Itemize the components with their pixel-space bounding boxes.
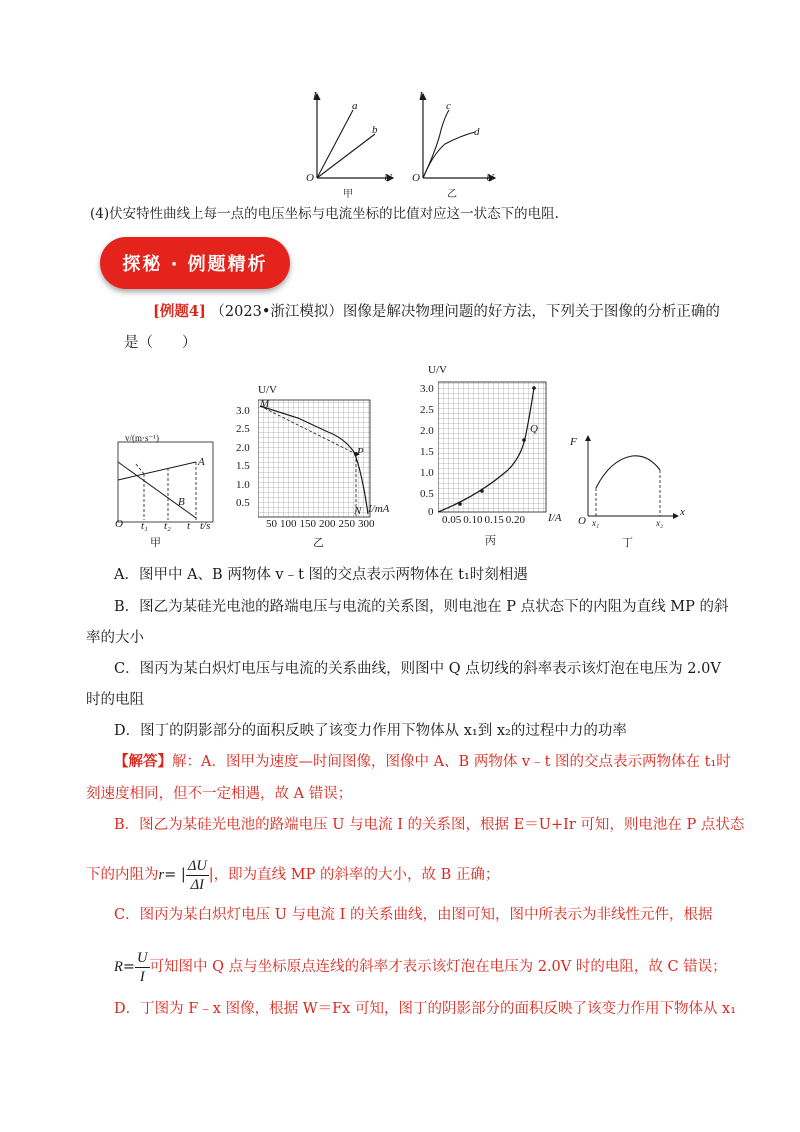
yi-xtick: 150 (299, 518, 316, 530)
caption-bing: 丙 (485, 534, 496, 547)
frac-num-u: U (137, 949, 148, 966)
bing-ytick: 3.0 (420, 383, 434, 395)
yi-ytick: 1.5 (236, 460, 250, 473)
bing-ytick: 1.5 (420, 446, 434, 458)
bing-ytick: 0.5 (420, 488, 434, 500)
example-line1 (153, 302, 720, 322)
answer-b2-post: |，即为直线 MP 的斜率的大小，故 B 正确； (208, 867, 500, 883)
yi-ytick: 3.0 (236, 405, 250, 417)
yi-ytick: 0.5 (236, 497, 250, 510)
yi-ytick: 2.5 (236, 423, 250, 436)
frac-den-i: I (139, 968, 145, 985)
yi-ytick: 2.0 (236, 441, 250, 454)
yi-N: N (354, 505, 362, 517)
option-B-line1: B．图乙为某硅光电池的路端电压与电流的关系图，则电池在 P 点状态下的内阻为直线 MP 的斜 (114, 599, 729, 615)
frac-den: ΔI (190, 876, 204, 893)
bing-ytick: 2.0 (420, 425, 434, 437)
yi-xtick: 50 (266, 518, 277, 530)
answer-line-d1: D．丁图为 F﹣x 图像，根据 W＝Fx 可知，图丁的阴影部分的面积反映了该变力作用下物体从 x₁ (114, 1001, 737, 1017)
answer-a1-text: 解：A．图甲为速度—时间图像，图像中 A、B 两物体 v﹣t 图的交点表示两物体在 t₁时 (172, 754, 731, 770)
answer-line-c1: C．图丙为某白炽灯电压 U 与电流 I 的关系曲线，由图可知，图中所表示为非线性元件，根据 (114, 907, 713, 923)
graph-jia (110, 432, 225, 532)
answer-tag: 【解答】 (114, 753, 172, 770)
label-origin-right: O (412, 172, 420, 184)
example-line2: 是（ ） (124, 335, 197, 351)
label-origin: O (306, 172, 314, 184)
bing-xtick: 0.20 (505, 514, 525, 526)
graph-bing (438, 378, 558, 514)
bing-ylabel: U/V (428, 364, 447, 376)
ding-O: O (578, 515, 586, 527)
answer-b2-eq: = | (164, 867, 186, 883)
answer-b2-r: r (158, 867, 165, 883)
answer-line-a2: 刻速度相同，但不一定相遇，故 A 错误； (86, 786, 353, 802)
caption-yi: 乙 (313, 536, 324, 549)
jia-A: A (198, 456, 205, 468)
answer-line-b1: B．图乙为某硅光电池的路端电压 U 与电流 I 的关系图，根据 E＝U+Ir 可知，则电池在 P 点状态 (114, 817, 745, 833)
bing-ytick: 1.0 (420, 467, 434, 479)
ding-xlabel: x (680, 506, 685, 518)
label-c: c (446, 100, 451, 112)
label-U-right: U (486, 172, 494, 184)
ding-curve (596, 456, 660, 488)
jia-t2: t₂ (164, 520, 171, 532)
yi-xticks (266, 518, 375, 530)
label-d: d (474, 126, 480, 138)
label-b: b (372, 124, 378, 136)
label-I: I (313, 90, 317, 102)
answer-line-a1 (114, 752, 731, 772)
answer-c2-post: 可知图中 Q 点与坐标原点连线的斜率才表示该灯泡在电压为 2.0V 时的电阻，故 C 错误； (149, 959, 727, 975)
caption-ding: 丁 (622, 536, 633, 549)
jia-unit: t/s (200, 520, 211, 532)
answer-c2-R: R (114, 959, 123, 975)
label-U: U (384, 172, 392, 184)
banner-label: 探秘 · 例题精析 (122, 254, 268, 275)
answer-b2-pre: 下的内阻为 (86, 867, 159, 883)
yi-xlabel: I/mA (368, 503, 390, 515)
bing-xticks (442, 514, 525, 526)
yi-P: P (357, 446, 364, 458)
option-B-line2: 率的大小 (86, 630, 144, 646)
jia-t1: t₁ (141, 520, 148, 532)
jia-ylabel: v/(m·s⁻¹) (125, 433, 159, 443)
yi-ylabel: U/V (258, 384, 277, 396)
graph-ding (582, 430, 682, 524)
bing-xtick: 0.05 (442, 514, 462, 526)
option-C-line1: C．图丙为某白炽灯电压与电流的关系曲线，则图中 Q 点切线的斜率表示该灯泡在电压为 2.0V (114, 661, 721, 677)
ding-x2: x₂ (656, 518, 664, 528)
yi-ytick: 1.0 (236, 478, 250, 491)
jia-O: O (115, 518, 123, 530)
u-over-i (135, 949, 149, 986)
ding-ylabel: F (570, 436, 577, 448)
option-D: D．图丁的阴影部分的面积反映了该变力作用下物体从 x₁到 x₂的过程中力的功率 (114, 723, 627, 739)
yi-yticks (236, 402, 250, 512)
frac-num: ΔU (187, 857, 207, 874)
example-text: （2023•浙江模拟）图像是解决物理问题的好方法，下列关于图像的分析正确的 (210, 304, 720, 320)
option-A: A．图甲中 A、B 两物体 v﹣t 图的交点表示两物体在 t₁时刻相遇 (114, 567, 528, 583)
bing-ytick: 2.5 (420, 404, 434, 416)
answer-line-b2 (86, 852, 499, 898)
caption-yi-top: 乙 (447, 189, 457, 200)
line-b (317, 134, 375, 178)
bing-xlabel: I/A (548, 512, 562, 524)
bing-yticks (420, 379, 434, 505)
option-C-line2: 时的电阻 (86, 692, 144, 708)
jia-B: B (178, 496, 185, 508)
answer-c2-eq: = (122, 959, 136, 975)
yi-xtick: 300 (358, 518, 375, 530)
bing-xtick: 0.10 (463, 514, 483, 526)
top-iu-figure (295, 88, 505, 200)
label-I-right: I (419, 90, 423, 102)
delta-u-over-delta-i (186, 857, 209, 894)
section-banner (100, 237, 290, 289)
note-4: (4)伏安特性曲线上每一点的电压坐标与电流坐标的比值对应这一状态下的电阻. (90, 206, 559, 222)
yi-M: M (260, 398, 270, 410)
caption-jia-top: 甲 (343, 189, 353, 200)
example-tag: [例题4] (153, 303, 206, 320)
line-a (317, 110, 353, 178)
bing-origin: 0 (428, 506, 434, 518)
bing-xtick: 0.15 (484, 514, 504, 526)
answer-line-c2 (114, 944, 727, 990)
jia-t: t (187, 520, 191, 532)
bing-Q: Q (530, 423, 538, 435)
curve-d (423, 132, 475, 178)
caption-jia: 甲 (150, 536, 161, 549)
ding-x1: x₁ (592, 518, 600, 528)
label-a: a (352, 100, 358, 112)
yi-xtick: 250 (338, 518, 355, 530)
yi-xtick: 200 (319, 518, 336, 530)
yi-xtick: 100 (280, 518, 297, 530)
